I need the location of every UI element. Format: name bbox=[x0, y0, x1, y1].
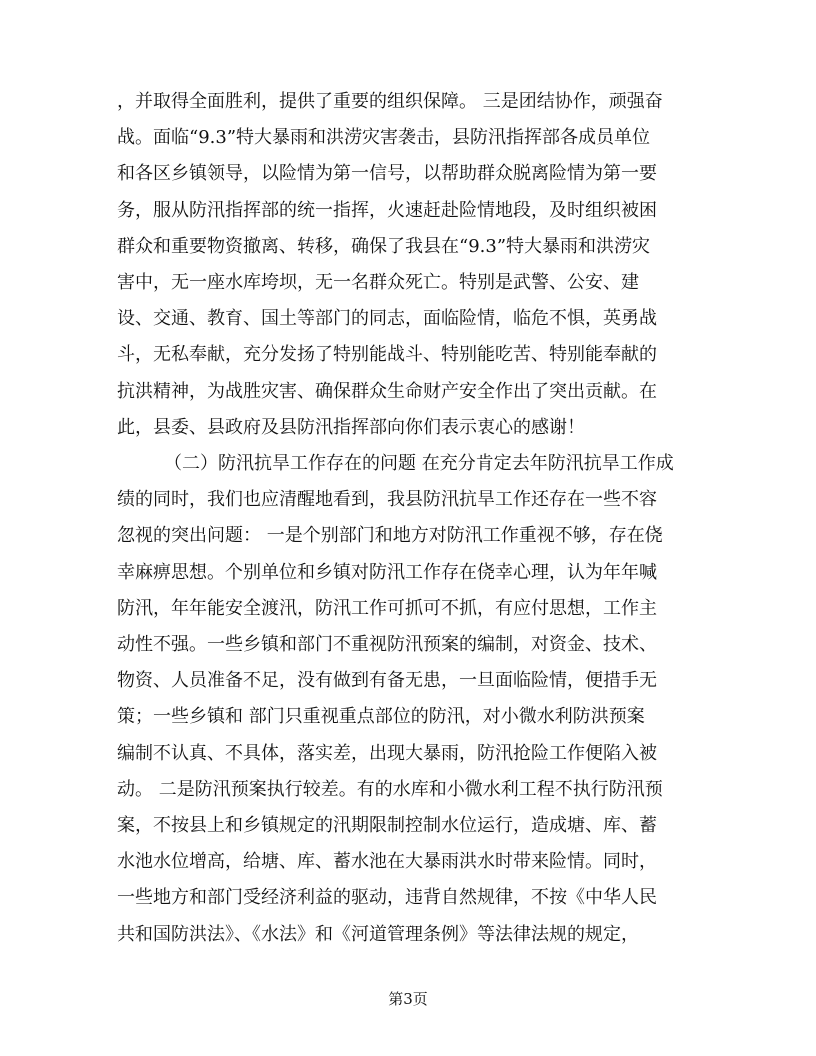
page-number: 第3页 bbox=[388, 990, 428, 1008]
paragraph-line: 动性不强。一些乡镇和部门不重视防汛预案的编制，对资金、技术、 bbox=[117, 634, 657, 655]
paragraph-line: 策；一些乡镇和 部门只重视重点部位的防汛，对小微水利防洪预案 bbox=[117, 706, 645, 727]
paragraph-line: 防汛，年年能安全渡汛，防汛工作可抓可不抓，有应付思想，工作主 bbox=[117, 598, 657, 619]
paragraph-line: 战。面临“9.3”特大暴雨和洪涝灾害袭击，县防汛指挥部各成员单位 bbox=[117, 127, 651, 148]
paragraph-line: 水池水位增高，给塘、库、蓄水池在大暴雨洪水时带来险情。同时， bbox=[117, 851, 657, 872]
paragraph-line: 务，服从防汛指挥部的统一指挥，火速赶赴险情地段，及时组织被困 bbox=[117, 200, 657, 221]
paragraph-line: 共和国防洪法》、《水法》和《河道管理条例》等法律法规的规定， bbox=[117, 924, 639, 945]
paragraph-line: 此，县委、县政府及县防汛指挥部向你们表示衷心的感谢！ bbox=[117, 417, 585, 438]
paragraph-line: 害中，无一座水库垮坝，无一名群众死亡。特别是武警、公安、建 bbox=[117, 272, 639, 293]
paragraph-line: ，并取得全面胜利，提供了重要的组织保障。 三是团结协作，顽强奋 bbox=[117, 91, 663, 112]
paragraph-line: 斗，无私奉献，充分发扬了特别能战斗、特别能吃苦、特别能奉献的 bbox=[117, 344, 657, 365]
paragraph-line: 群众和重要物资撤离、转移，确保了我县在“9.3”特大暴雨和洪涝灾 bbox=[117, 236, 651, 257]
paragraph-line: 绩的同时，我们也应清醒地看到，我县防汛抗旱工作还存在一些不容 bbox=[117, 489, 657, 510]
paragraph-line: 抗洪精神，为战胜灾害、确保群众生命财产安全作出了突出贡献。在 bbox=[117, 381, 657, 402]
section-heading-line: （二）防汛抗旱工作存在的问题 在充分肯定去年防汛抗旱工作成 bbox=[164, 453, 674, 474]
paragraph-line: 忽视的突出问题： 一是个别部门和地方对防汛工作重视不够，存在侥 bbox=[117, 525, 663, 546]
paragraph-line: 设、交通、教育、国土等部门的同志，面临险情，临危不惧，英勇战 bbox=[117, 308, 657, 329]
paragraph-line: 一些地方和部门受经济利益的驱动，违背自然规律，不按《中华人民 bbox=[117, 887, 657, 908]
paragraph-line: 幸麻痹思想。个别单位和乡镇对防汛工作存在侥幸心理，认为年年喊 bbox=[117, 562, 657, 583]
paragraph-line: 编制不认真、不具体，落实差，出现大暴雨，防汛抢险工作便陷入被 bbox=[117, 743, 657, 764]
paragraph-line: 案，不按县上和乡镇规定的汛期限制控制水位运行，造成塘、库、蓄 bbox=[117, 815, 657, 836]
paragraph-line: 动。 二是防汛预案执行较差。有的水库和小微水利工程不执行防汛预 bbox=[117, 779, 663, 800]
paragraph-line: 物资、人员准备不足，没有做到有备无患，一旦面临险情，便措手无 bbox=[117, 670, 657, 691]
paragraph-line: 和各区乡镇领导，以险情为第一信号，以帮助群众脱离险情为第一要 bbox=[117, 163, 657, 184]
